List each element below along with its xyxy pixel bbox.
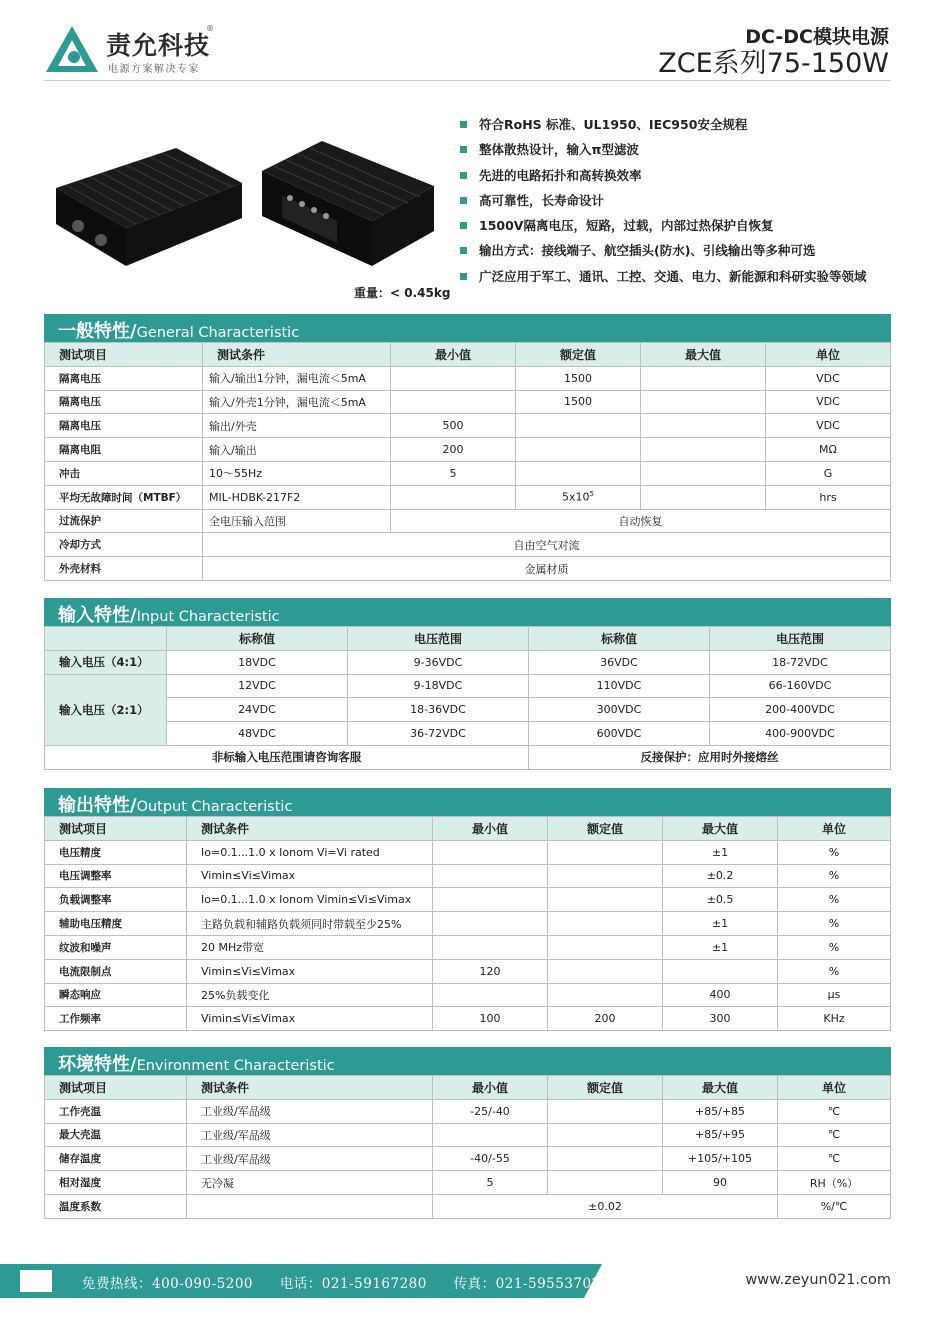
product-weight: 重量：< 0.45kg: [354, 286, 451, 300]
section-title: 输出特性/Output Characteristic: [58, 795, 293, 816]
table-row: 输入电压（2:1） 12VDC 9-18VDC 110VDC 66-160VDC: [45, 674, 891, 698]
product-image-left: [56, 128, 246, 268]
bullet-square-icon: [460, 172, 467, 179]
table-row: 辅助电压精度 主路负载和辅路负载须同时带载至少25% ±1 %: [45, 912, 891, 936]
footer-hotline: 免费热线：400-090-5200: [82, 1276, 254, 1292]
table-row: 隔离电压 输入/输出1分钟，漏电流＜5mA 1500 VDC: [45, 366, 891, 390]
table-row: 电压调整率 Vimin≤Vi≤Vimax ±0.2 %: [45, 864, 891, 888]
bullet-square-icon: [460, 222, 467, 229]
section-title: 输入特性/Input Characteristic: [58, 605, 280, 626]
table-header-row: 测试项目 测试条件 最小值 额定值 最大值 单位: [45, 343, 891, 367]
section-band: [44, 788, 891, 816]
header-divider: [44, 80, 891, 81]
section-band: [44, 314, 891, 342]
table-row: 电流限制点 Vimin≤Vi≤Vimax 120 %: [45, 959, 891, 983]
table-row: 瞬态响应 25%负载变化 400 μs: [45, 983, 891, 1007]
footer-phone: 电话：021-59167280: [279, 1276, 427, 1292]
feature-item: 1500V隔离电压，短路，过载，内部过热保护自恢复: [460, 217, 867, 242]
table-row: 工作壳温 工业级/军品级 -25/-40 +85/+85 ℃: [45, 1099, 891, 1123]
feature-item: 整体散热设计，输入π型滤波: [460, 141, 867, 166]
brand-logo: [44, 24, 219, 76]
brand-name: 责允科技: [106, 31, 211, 60]
table-row: 电压精度 Io=0.1...1.0 x Ionom Vi=Vi rated ±1 %: [45, 840, 891, 864]
table-row: 外壳材料 金属材质: [45, 557, 891, 581]
footer-contacts: [82, 1272, 623, 1292]
table-row: 隔离电压 输出/外壳 500 VDC: [45, 414, 891, 438]
table-row: 平均无故障时间（MTBF） MIL-HDBK-217F2 $5x10^5$ hrs: [45, 485, 891, 509]
feature-item: 符合RoHS 标准、UL1950、IEC950安全规程: [460, 116, 867, 141]
table-row: 工作频率 Vimin≤Vi≤Vimax 100 200 300 KHz: [45, 1007, 891, 1031]
output-table: [44, 816, 891, 1031]
section-band: [44, 598, 891, 626]
logo-mark-icon: [44, 24, 100, 76]
table-row: 储存温度 工业级/军品级 -40/-55 +105/+105 ℃: [45, 1147, 891, 1171]
feature-item: 输出方式：接线端子、航空插头(防水)、引线输出等多种可选: [460, 242, 867, 267]
bullet-square-icon: [460, 273, 467, 280]
environment-section: [44, 1047, 891, 1219]
feature-item: 先进的电路拓扑和高转换效率: [460, 167, 867, 192]
table-row: 温度系数 ±0.02 %/℃: [45, 1194, 891, 1218]
product-image-right: [262, 126, 437, 271]
footer-box: [20, 1270, 52, 1292]
table-row: 24VDC 18-36VDC 300VDC 200-400VDC: [45, 698, 891, 722]
table-row: 过流保护 全电压输入范围 自动恢复: [45, 509, 891, 533]
brand-tagline: 电源方案解决专家: [108, 64, 200, 75]
bullet-square-icon: [460, 247, 467, 254]
trademark-mark: ®: [206, 24, 214, 33]
environment-table: [44, 1075, 891, 1219]
footer: [0, 1264, 935, 1298]
table-row: 输入电压（4:1） 18VDC 9-36VDC 36VDC 18-72VDC: [45, 650, 891, 674]
feature-list: [460, 116, 867, 293]
feature-item: 高可靠性，长寿命设计: [460, 192, 867, 217]
table-row: 纹波和噪声 20 MHz带宽 ±1 %: [45, 935, 891, 959]
page-title: [658, 22, 889, 79]
section-title: 环境特性/Environment Characteristic: [58, 1054, 335, 1075]
section-title: 一般特性/General Characteristic: [58, 321, 300, 342]
table-row: 最大壳温 工业级/军品级 +85/+95 ℃: [45, 1123, 891, 1147]
feature-item: 广泛应用于军工、通讯、工控、交通、电力、新能源和科研实验等领域: [460, 268, 867, 293]
title-line2: ZCE系列75-150W: [658, 48, 889, 79]
table-header-row: 标称值 电压范围 标称值 电压范围: [45, 627, 891, 651]
table-note-row: 非标输入电压范围请咨询客服 反接保护：应用时外接熔丝: [45, 745, 891, 769]
footer-website-link[interactable]: www.zeyun021.com: [745, 1272, 891, 1288]
general-table: [44, 342, 891, 581]
bullet-square-icon: [460, 197, 467, 204]
bullet-square-icon: [460, 146, 467, 153]
general-section: [44, 314, 891, 581]
table-row: 负载调整率 Io=0.1...1.0 x Ionom Vimin≤Vi≤Vimax ±0.5 %: [45, 888, 891, 912]
table-row: 冲击 10～55Hz 5 G: [45, 461, 891, 485]
table-header-row: 测试项目 测试条件 最小值 额定值 最大值 单位: [45, 1076, 891, 1100]
title-line1: DC-DC模块电源: [745, 26, 889, 48]
table-row: 隔离电压 输入/外壳1分钟，漏电流＜5mA 1500 VDC: [45, 390, 891, 414]
bullet-square-icon: [460, 121, 467, 128]
table-row: 隔离电阻 输入/输出 200 MΩ: [45, 438, 891, 462]
table-row: 48VDC 36-72VDC 600VDC 400-900VDC: [45, 722, 891, 746]
input-section: [44, 598, 891, 770]
table-row: 冷却方式 自由空气对流: [45, 533, 891, 557]
table-header-row: 测试项目 测试条件 最小值 额定值 最大值 单位: [45, 817, 891, 841]
footer-fax: 传真：021-59553702: [453, 1276, 601, 1292]
table-row: 相对湿度 无冷凝 5 90 RH（%）: [45, 1171, 891, 1195]
section-band: [44, 1047, 891, 1075]
output-section: [44, 788, 891, 1031]
input-table: [44, 626, 891, 770]
